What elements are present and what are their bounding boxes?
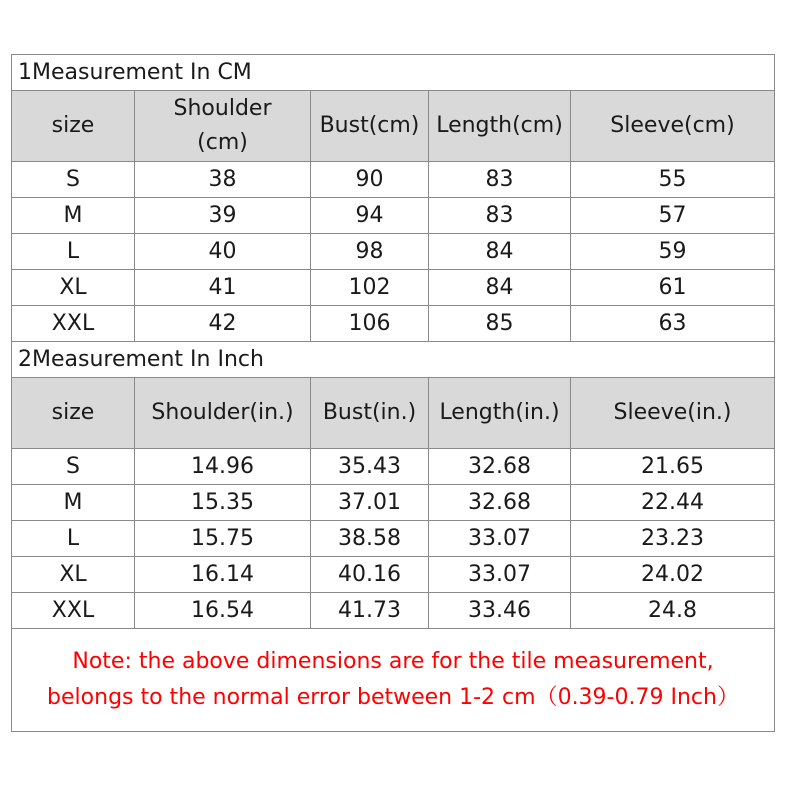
measurement-cell: 90 [311,162,429,198]
measurement-cell: 41 [135,270,311,306]
table-row [12,485,775,521]
measurement-cell: 22.44 [571,485,775,521]
measurement-cell: 85 [429,306,571,342]
size-cell: L [12,521,135,557]
measurement-cell: 33.07 [429,557,571,593]
column-header: size [12,378,135,449]
measurement-cell: 59 [571,234,775,270]
measurement-cell: 37.01 [311,485,429,521]
column-header: Sleeve(cm) [571,91,775,162]
measurement-cell: 14.96 [135,449,311,485]
table-row [12,593,775,629]
table-row [12,306,775,342]
measurement-cell: 38.58 [311,521,429,557]
measurement-cell: 15.75 [135,521,311,557]
measurement-cell: 33.46 [429,593,571,629]
table-row [12,557,775,593]
table-row [12,521,775,557]
measurement-cell: 23.23 [571,521,775,557]
section-title-row [12,55,775,91]
note-text: Note: the above dimensions are for the tile measurement, belongs to the normal error between 1-2 cm（0.39-0.79 Inch） [12,629,775,732]
measurement-cell: 32.68 [429,449,571,485]
measurement-cell: 102 [311,270,429,306]
header-row [12,378,775,449]
table-row [12,198,775,234]
column-header: Shoulder (cm) [135,91,311,162]
column-header: Length(cm) [429,91,571,162]
size-cell: XXL [12,306,135,342]
measurement-cell: 15.35 [135,485,311,521]
table-row [12,234,775,270]
size-cell: XL [12,557,135,593]
measurement-cell: 57 [571,198,775,234]
size-cell: XL [12,270,135,306]
column-header: size [12,91,135,162]
size-cell: L [12,234,135,270]
header-row [12,91,775,162]
measurement-cell: 94 [311,198,429,234]
measurement-cell: 16.54 [135,593,311,629]
measurement-cell: 83 [429,162,571,198]
measurement-cell: 38 [135,162,311,198]
section-title-row [12,342,775,378]
measurement-cell: 21.65 [571,449,775,485]
measurement-cell: 41.73 [311,593,429,629]
measurement-cell: 83 [429,198,571,234]
measurement-cell: 84 [429,234,571,270]
table-row [12,270,775,306]
measurement-cell: 33.07 [429,521,571,557]
column-header: Length(in.) [429,378,571,449]
size-cell: M [12,485,135,521]
column-header: Shoulder(in.) [135,378,311,449]
measurement-cell: 16.14 [135,557,311,593]
note-row [12,629,775,732]
measurement-cell: 24.8 [571,593,775,629]
measurement-cell: 35.43 [311,449,429,485]
measurement-cell: 98 [311,234,429,270]
measurement-cell: 40.16 [311,557,429,593]
size-cell: M [12,198,135,234]
column-header: Bust(in.) [311,378,429,449]
measurement-cell: 42 [135,306,311,342]
measurement-cell: 24.02 [571,557,775,593]
measurement-cell: 55 [571,162,775,198]
measurement-cell: 40 [135,234,311,270]
measurement-cell: 63 [571,306,775,342]
measurement-cell: 84 [429,270,571,306]
size-table [11,54,775,732]
section-title: 2Measurement In Inch [12,342,775,378]
column-header: Sleeve(in.) [571,378,775,449]
section-title: 1Measurement In CM [12,55,775,91]
size-cell: S [12,449,135,485]
measurement-cell: 61 [571,270,775,306]
size-cell: S [12,162,135,198]
size-cell: XXL [12,593,135,629]
measurement-cell: 32.68 [429,485,571,521]
column-header: Bust(cm) [311,91,429,162]
measurement-cell: 106 [311,306,429,342]
table-row [12,162,775,198]
table-row [12,449,775,485]
measurement-cell: 39 [135,198,311,234]
size-chart [11,54,774,732]
